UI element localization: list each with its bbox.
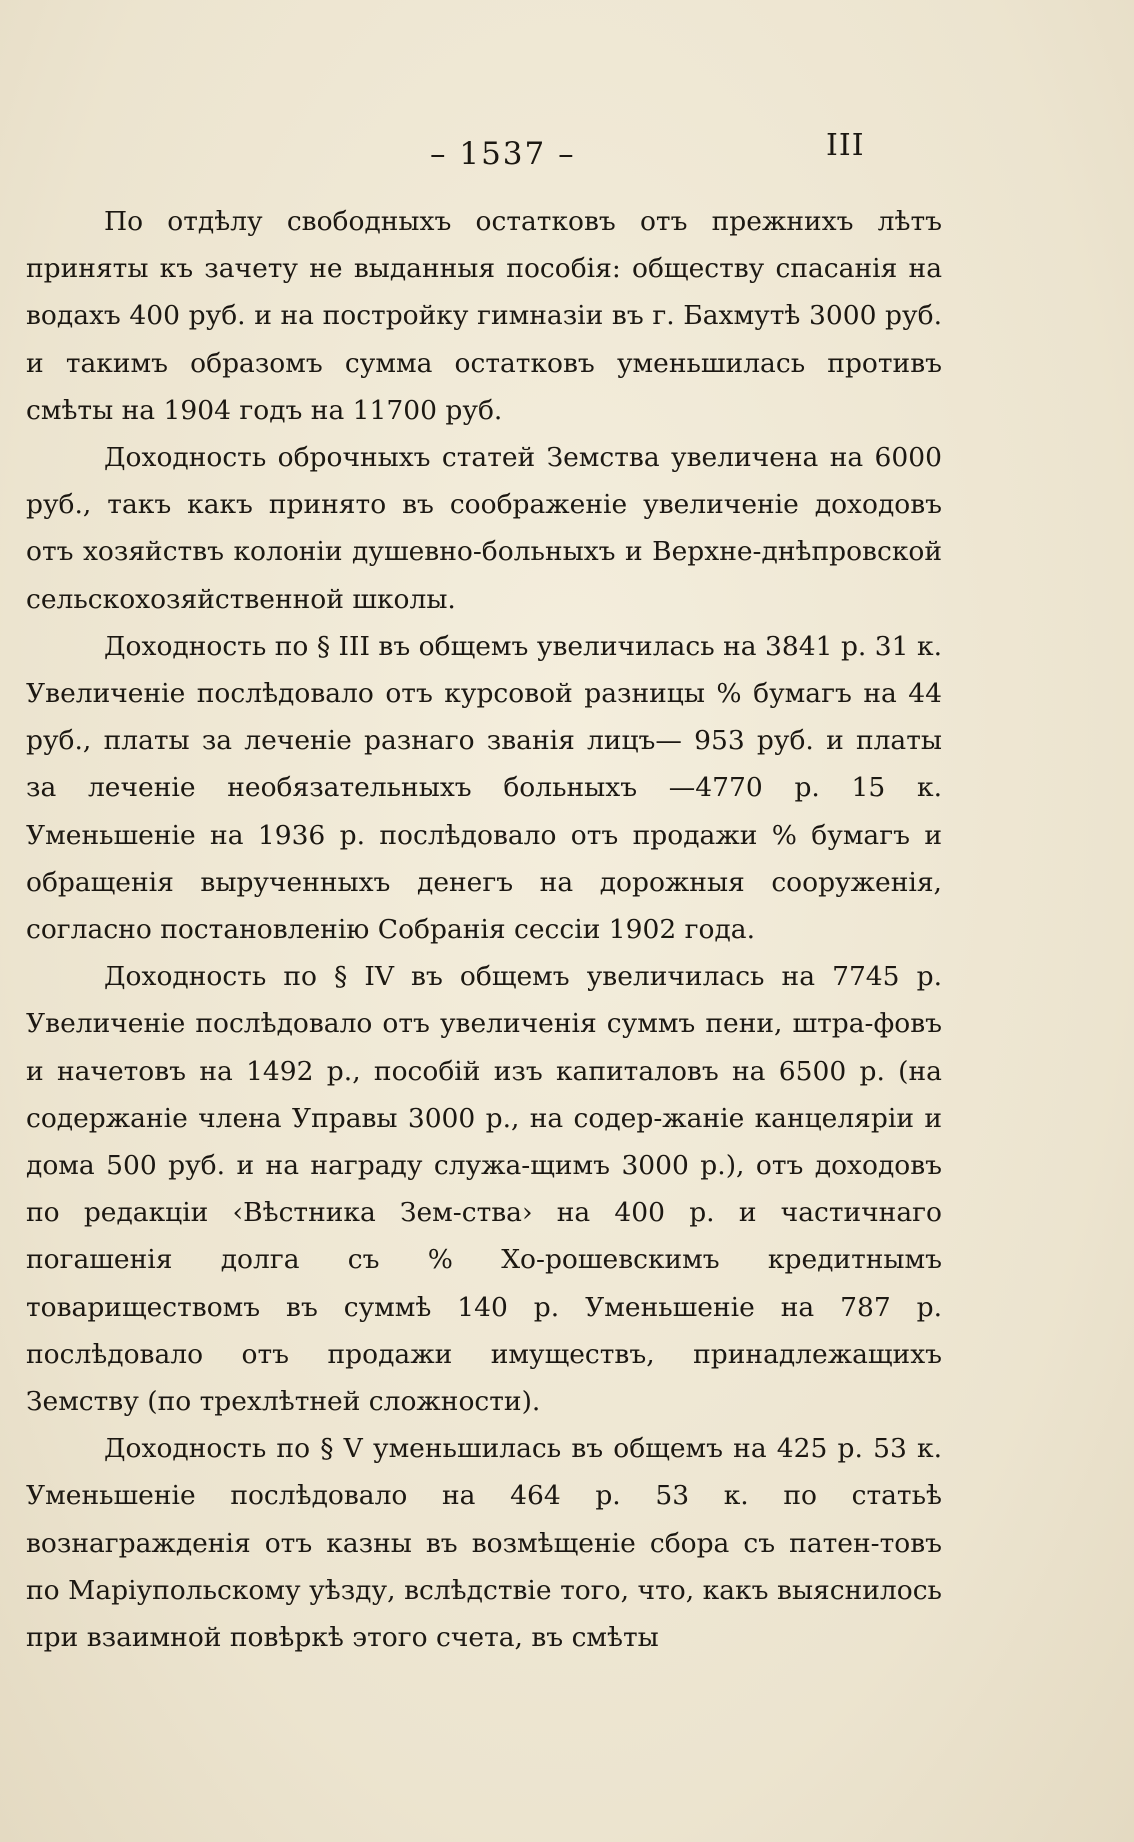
paragraph-4: Доходность по § IV въ общемъ увеличилась на 7745 р. Увеличеніе послѣдовало отъ увеличенія суммъ пени, штра-фовъ и начетовъ на 1492 р., пособій изъ капиталовъ на 6500 р. (на содержаніе члена Управы 3000 р., на содер-жаніе канцеляріи и дома 500 руб. и на награду служа-щимъ 3000 р.), отъ доходовъ по редакціи ‹Вѣстника Зем-ства› на 400 р. и частичнаго погашенія долга съ % Хо-рошевскимъ кредитнымъ товариществомъ въ суммѣ 140 р. Уменьшеніе на 787 р. послѣдовало отъ продажи имуществъ, принадлежащихъ Земству (по трехлѣтней сложности). (26, 961, 942, 1418)
paragraph-2: Доходность оброчныхъ статей Земства увеличена на 6000 руб., такъ какъ принято въ соображеніе увеличеніе доходовъ отъ хозяйствъ колоніи душевно-больныхъ и Верхне-днѣпровской сельскохозяйственной школы. (26, 442, 942, 615)
paragraph-1: По отдѣлу свободныхъ остатковъ отъ прежнихъ лѣтъ приняты къ зачету не выданныя пособія: обществу спасанія на водахъ 400 руб. и на постройку гимназіи въ г. Бахмутѣ 3000 руб. и такимъ образомъ сумма остатковъ уменьшилась противъ смѣты на 1904 годъ на 11700 руб. (26, 206, 942, 426)
page-number: – 1537 – (430, 136, 576, 172)
paragraph-5: Доходность по § V уменьшилась въ общемъ на 425 р. 53 к. Уменьшеніе послѣдовало на 464 р. 53 к. по статьѣ вознагражденія отъ казны въ возмѣщеніе сбора съ патен-товъ по Маріупольскому уѣзду, вслѣдствіе того, что, какъ выяснилось при взаимной повѣркѣ этого счета, въ смѣты (26, 1433, 942, 1654)
section-number: III (826, 128, 865, 163)
body-text (26, 198, 942, 1661)
page-header (0, 128, 1134, 188)
paragraph-3: Доходность по § III въ общемъ увеличилась на 3841 р. 31 к. Увеличеніе послѣдовало отъ курсовой разницы % бумагъ на 44 руб., платы за леченіе разнаго званія лицъ— 953 руб. и платы за леченіе необязательныхъ больныхъ —4770 р. 15 к. Уменьшеніе на 1936 р. послѣдовало отъ продажи % бумагъ и обращенія вырученныхъ денегъ на дорожныя сооруженія, согласно постановленію Собранія сессіи 1902 года. (26, 630, 942, 946)
